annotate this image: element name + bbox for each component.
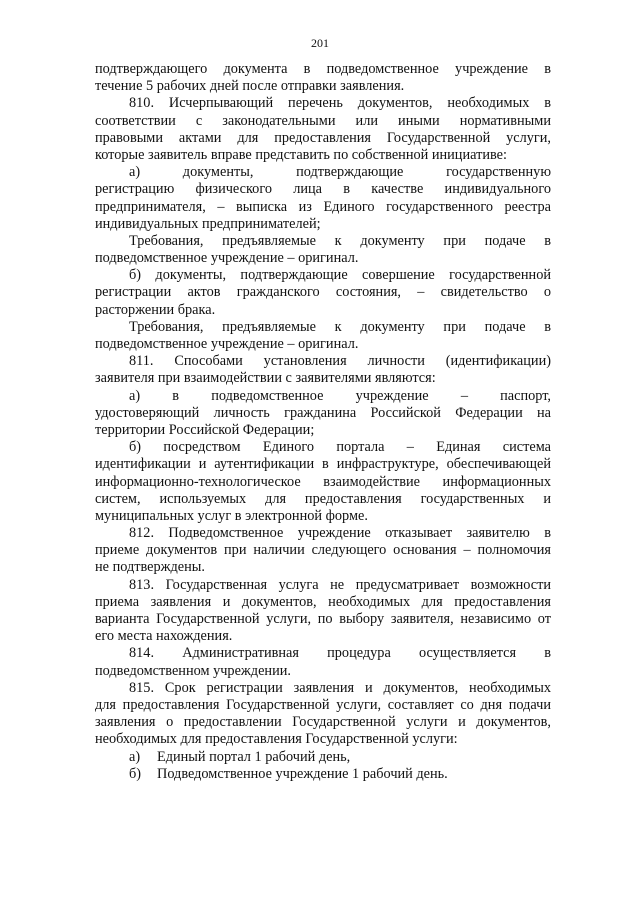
text-line: регистрации актов гражданского состояния, – свидетельство о (95, 284, 551, 301)
paragraph-815: 815. Срок регистрации заявления и документов, необходимых (129, 679, 551, 696)
text-line: не подтверждены. (95, 559, 205, 576)
subitem-b: б) посредством Единого портала – Единая система (129, 439, 551, 456)
list-marker: а) (129, 748, 141, 765)
text-line: соответствии с законодательными или иными нормативными (95, 112, 551, 129)
list-item-text: Единый портал 1 рабочий день, (157, 748, 351, 765)
paragraph-812: 812. Подведомственное учреждение отказывает заявителю в (129, 525, 551, 542)
requirements-line: Требования, предъявляемые к документу при подаче в (129, 232, 551, 249)
document-body (95, 61, 551, 783)
text-line: идентификации и аутентификации в инфраструктуре, обеспечивающей (95, 456, 551, 473)
text-line: удостоверяющий личность гражданина Российской Федерации на (95, 404, 551, 421)
text-line: варианта Государственной услуги, по выбору заявителя, независимо от (95, 611, 551, 627)
text-line: информационно-технологическое взаимодействие информационных (95, 473, 551, 490)
text-line: подведомственном учреждении. (95, 662, 291, 679)
text-line: подведомственное учреждение – оригинал. (95, 250, 359, 267)
text-line: приеме документов при наличии следующего основания – полномочия (95, 542, 551, 559)
text-line: заявителя при взаимодействии с заявителями являются: (95, 370, 436, 387)
text-line: подтверждающего документа в подведомственное учреждение в (95, 61, 551, 77)
text-line: систем, используемых для предоставления государственных и (95, 490, 551, 507)
requirements-line: Требования, предъявляемые к документу при подаче в (129, 318, 551, 335)
text-line: течение 5 рабочих дней после отправки заявления. (95, 78, 405, 95)
list-item (95, 766, 551, 783)
text-line: подведомственное учреждение – оригинал. (95, 336, 359, 352)
text-line: приема заявления и документов, необходимых для предоставления (95, 593, 551, 610)
text-line: для предоставления Государственной услуги, составляет со дня подачи (95, 696, 551, 713)
paragraph-810: 810. Исчерпывающий перечень документов, необходимых в (129, 95, 551, 112)
text-line: его места нахождения. (95, 628, 233, 645)
list-item (95, 749, 551, 766)
text-line: муниципальных услуг в электронной форме. (95, 507, 368, 524)
paragraph-813: 813. Государственная услуга не предусматривает возможности (129, 576, 551, 593)
text-line: предпринимателя, – выписка из Единого государственного реестра (95, 198, 551, 215)
text-line: индивидуальных предпринимателей; (95, 215, 321, 232)
text-line: расторжении брака. (95, 301, 216, 318)
text-line: заявления о предоставлении Государственной услуги и документов, (95, 714, 551, 731)
list-marker: б) (129, 765, 142, 782)
text-line: которые заявитель вправе представить по собственной инициативе: (95, 146, 507, 163)
subitem-a: а) документы, подтверждающие государственную (129, 164, 551, 181)
text-line: правовыми актами для предоставления Государственной услуги, (95, 129, 551, 146)
text-line: территории Российской Федерации; (95, 421, 315, 438)
paragraph-811: 811. Способами установления личности (идентификации) (129, 353, 551, 370)
subitem-b: б) документы, подтверждающие совершение государственной (129, 267, 551, 284)
text-line: необходимых для предоставления Государственной услуги: (95, 731, 458, 748)
paragraph-814: 814. Административная процедура осуществляется в (129, 645, 551, 662)
subitem-a: а) в подведомственное учреждение – паспорт, (129, 387, 551, 404)
page-number: 201 (311, 36, 329, 50)
text-line: регистрацию физического лица в качестве индивидуального (95, 181, 551, 198)
list-item-text: Подведомственное учреждение 1 рабочий день. (157, 765, 448, 782)
